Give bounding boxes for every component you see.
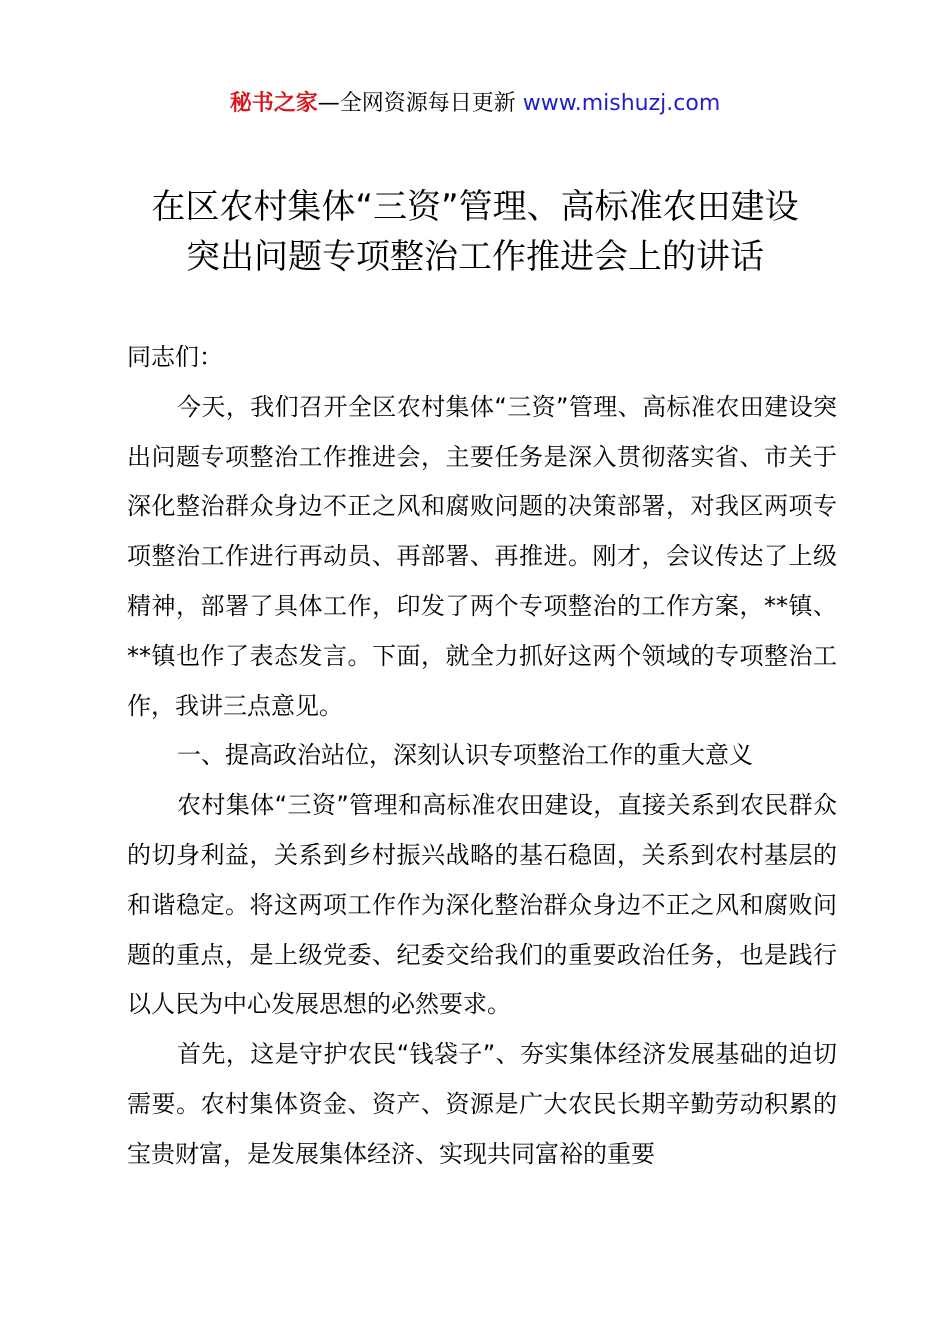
site-brand: 秘书之家 xyxy=(229,91,318,116)
document-title xyxy=(0,182,950,282)
salutation: 同志们： xyxy=(127,343,223,371)
title-line-2: 突出问题专项整治工作推进会上的讲话 xyxy=(186,237,764,277)
paragraph-intro: 今天，我们召开全区农村集体“三资”管理、高标准农田建设突出问题专项整治工作推进会，主要任务是深入贯彻落实省、市关于深化整治群众身边不正之风和腐败问题的决策部署，对我区两项专项整治工作进行再动员、再部署、再推进。刚才，会议传达了上级精神，部署了具体工作，印发了两个专项整治的工作方案，**镇、**镇也作了表态发言。下面，就全力抓好这两个领域的专项整治工作，我讲三点意见。 xyxy=(127,392,837,720)
site-url-link[interactable]: www.mishuzj.com xyxy=(522,91,721,116)
document-body xyxy=(127,333,837,1180)
site-header xyxy=(0,86,950,122)
paragraph-first-point: 首先，这是守护农民“钱袋子”、夯实集体经济发展基础的迫切需要。农村集体资金、资产、资源是广大农民长期辛勤劳动积累的宝贵财富，是发展集体经济、实现共同富裕的重要 xyxy=(127,1040,837,1168)
site-tagline: —全网资源每日更新 xyxy=(317,91,523,116)
paragraph-significance: 农村集体“三资”管理和高标准农田建设，直接关系到农民群众的切身利益，关系到乡村振兴战略的基石稳固，关系到农村基层的和谐稳定。将这两项工作作为深化整治群众身边不正之风和腐败问题的重点，是上级党委、纪委交给我们的重要政治任务，也是践行以人民为中心发展思想的必然要求。 xyxy=(127,791,837,1019)
section-heading-1: 一、提高政治站位，深刻认识专项整治工作的重大意义 xyxy=(177,741,753,770)
title-line-1: 在区农村集体“三资”管理、高标准农田建设 xyxy=(151,187,799,227)
